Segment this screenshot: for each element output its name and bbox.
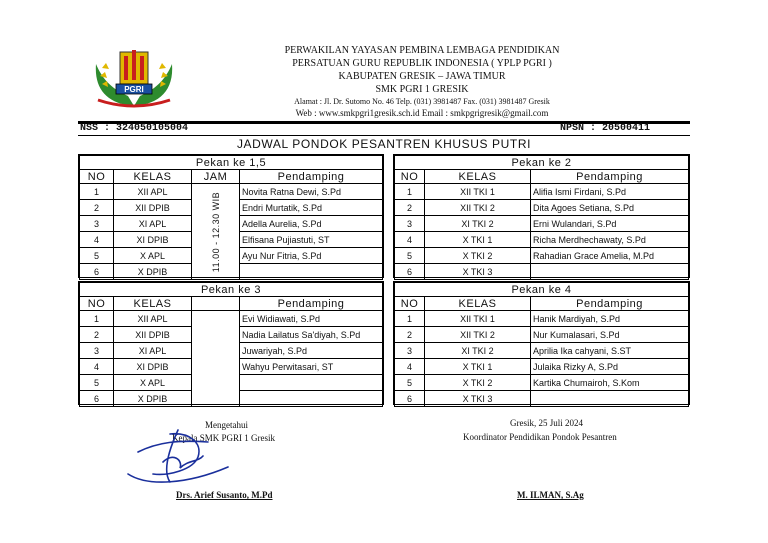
row-kelas: XI TKI 2 (425, 216, 531, 232)
week-title: Pekan ke 4 (395, 283, 689, 297)
row-pendamping: Ayu Nur Fitria, S.Pd (240, 248, 383, 264)
table-row (80, 311, 383, 327)
row-kelas: X APL (114, 248, 192, 264)
kepala-sekolah-title: Kepala SMK PGRI 1 Gresik (172, 433, 275, 443)
row-kelas: X APL (114, 375, 192, 391)
week-title: Pekan ke 3 (80, 283, 383, 297)
col-pendamping: Pendamping (240, 297, 383, 311)
row-kelas: XII APL (114, 311, 192, 327)
col-no: NO (395, 170, 425, 184)
row-no: 2 (395, 327, 425, 343)
row-no: 3 (395, 343, 425, 359)
row-kelas: XII TKI 2 (425, 200, 531, 216)
row-pendamping: Julaika Rizky A, S.Pd (531, 359, 689, 375)
row-no: 5 (80, 248, 114, 264)
table-row (395, 327, 689, 343)
row-pendamping: Aprilia Ika cahyani, S.ST (531, 343, 689, 359)
row-pendamping: Novita Ratna Dewi, S.Pd (240, 184, 383, 200)
kepala-sekolah-name: Drs. Arief Susanto, M.Pd (176, 490, 273, 500)
col-no: NO (80, 170, 114, 184)
col-kelas: KELAS (114, 297, 192, 311)
row-pendamping: Rahadian Grace Amelia, M.Pd (531, 248, 689, 264)
signature-image (108, 412, 248, 492)
row-pendamping: Wahyu Perwitasari, ST (240, 359, 383, 375)
row-kelas: XII DPIB (114, 327, 192, 343)
org-line-1: PERWAKILAN YAYASAN PEMBINA LEMBAGA PENDIDIKAN (284, 45, 560, 56)
web-line: Web : www.smkpgri1gresik.sch.id Email : smkpgrigresik@gmail.com (295, 108, 549, 118)
row-kelas: XII DPIB (114, 200, 192, 216)
row-kelas: XI APL (114, 343, 192, 359)
row-kelas: X DPIB (114, 264, 192, 280)
row-no: 3 (80, 343, 114, 359)
row-kelas: XII TKI 1 (425, 311, 531, 327)
row-no: 2 (80, 200, 114, 216)
row-kelas: X TKI 1 (425, 232, 531, 248)
jam-cell (192, 184, 240, 280)
week-1-table (78, 154, 384, 278)
row-pendamping: Alifia Ismi Firdani, S.Pd (531, 184, 689, 200)
org-line-3: KABUPATEN GRESIK – JAWA TIMUR (338, 71, 506, 82)
row-no: 1 (395, 311, 425, 327)
row-pendamping: Hanik Mardiyah, S.Pd (531, 311, 689, 327)
row-no: 4 (80, 232, 114, 248)
row-pendamping: Erni Wulandari, S.Pd (531, 216, 689, 232)
row-kelas: X TKI 1 (425, 359, 531, 375)
row-kelas: XI TKI 2 (425, 343, 531, 359)
row-kelas: XII TKI 1 (425, 184, 531, 200)
row-pendamping: Kartika Chumairoh, S.Kom (531, 375, 689, 391)
row-pendamping: Elfisana Pujiastuti, ST (240, 232, 383, 248)
table-row (395, 232, 689, 248)
mengetahui-label: Mengetahui (205, 420, 248, 430)
col-kelas: KELAS (425, 297, 531, 311)
table-row (395, 200, 689, 216)
row-kelas: XII APL (114, 184, 192, 200)
row-no: 5 (80, 375, 114, 391)
table-row (395, 184, 689, 200)
row-pendamping (240, 391, 383, 407)
row-kelas: XI DPIB (114, 232, 192, 248)
address-line: Alamat : Jl. Dr. Sutomo No. 46 Telp. (031) 3981487 Fax. (031) 3981487 Gresik (294, 97, 550, 106)
row-no: 6 (395, 391, 425, 407)
week-4-table (393, 281, 690, 405)
row-kelas: XI DPIB (114, 359, 192, 375)
row-pendamping (240, 264, 383, 280)
row-pendamping: Nadia Lailatus Sa'diyah, S.Pd (240, 327, 383, 343)
row-no: 6 (80, 391, 114, 407)
col-pendamping: Pendamping (531, 170, 689, 184)
row-no: 6 (395, 264, 425, 280)
logo-text: PGRI (124, 85, 144, 94)
row-no: 2 (395, 200, 425, 216)
document-title: JADWAL PONDOK PESANTREN KHUSUS PUTRI (236, 137, 532, 151)
npsn-label: NPSN : 20500411 (560, 123, 651, 134)
table-row (395, 391, 689, 407)
row-no: 1 (395, 184, 425, 200)
row-pendamping (531, 264, 689, 280)
table-row (80, 184, 383, 200)
col-pendamping: Pendamping (240, 170, 383, 184)
table-row (395, 311, 689, 327)
week-title: Pekan ke 2 (395, 156, 689, 170)
row-kelas: X TKI 2 (425, 248, 531, 264)
col-kelas: KELAS (114, 170, 192, 184)
col-kelas: KELAS (425, 170, 531, 184)
row-pendamping: Dita Agoes Setiana, S.Pd (531, 200, 689, 216)
row-no: 3 (395, 216, 425, 232)
col-no: NO (80, 297, 114, 311)
koordinator-title: Koordinator Pendidikan Pondok Pesantren (463, 432, 617, 442)
row-pendamping: Nur Kumalasari, S.Pd (531, 327, 689, 343)
row-kelas: XII TKI 2 (425, 327, 531, 343)
row-kelas: X TKI 3 (425, 391, 531, 407)
row-no: 1 (80, 184, 114, 200)
place-date: Gresik, 25 Juli 2024 (510, 418, 583, 428)
row-pendamping: Endri Murtatik, S.Pd (240, 200, 383, 216)
row-pendamping: Richa Merdhechawaty, S.Pd (531, 232, 689, 248)
row-kelas: X TKI 3 (425, 264, 531, 280)
row-no: 3 (80, 216, 114, 232)
pgri-logo (88, 44, 180, 114)
org-line-2: PERSATUAN GURU REPUBLIK INDONESIA ( YPLP PGRI ) (292, 58, 552, 69)
table-row (395, 216, 689, 232)
row-kelas: X DPIB (114, 391, 192, 407)
row-pendamping: Evi Widiawati, S.Pd (240, 311, 383, 327)
table-row (395, 343, 689, 359)
week-2-table (393, 154, 690, 278)
row-no: 5 (395, 375, 425, 391)
table-row (395, 248, 689, 264)
col-no: NO (395, 297, 425, 311)
jam-value: 11.00 - 12.30 WIB (210, 191, 221, 272)
table-row (395, 359, 689, 375)
week-3-table (78, 281, 384, 405)
nss-label: NSS : 324050105004 (80, 123, 189, 134)
table-row (395, 264, 689, 280)
header-rule-thin (78, 135, 690, 136)
row-pendamping: Adella Aurelia, S.Pd (240, 216, 383, 232)
row-no: 1 (80, 311, 114, 327)
row-no: 4 (395, 232, 425, 248)
row-pendamping (240, 375, 383, 391)
col-pendamping: Pendamping (531, 297, 689, 311)
jam-cell (192, 311, 240, 407)
row-no: 4 (80, 359, 114, 375)
row-no: 6 (80, 264, 114, 280)
row-no: 2 (80, 327, 114, 343)
school-name: SMK PGRI 1 GRESIK (375, 84, 469, 95)
row-pendamping (531, 391, 689, 407)
col-jam-empty (192, 297, 240, 311)
row-no: 4 (395, 359, 425, 375)
row-pendamping: Juwariyah, S.Pd (240, 343, 383, 359)
row-no: 5 (395, 248, 425, 264)
week-title: Pekan ke 1,5 (80, 156, 383, 170)
table-row (395, 375, 689, 391)
col-jam: JAM (192, 170, 240, 184)
koordinator-name: M. ILMAN, S.Ag (517, 490, 584, 500)
row-kelas: XI APL (114, 216, 192, 232)
row-kelas: X TKI 2 (425, 375, 531, 391)
